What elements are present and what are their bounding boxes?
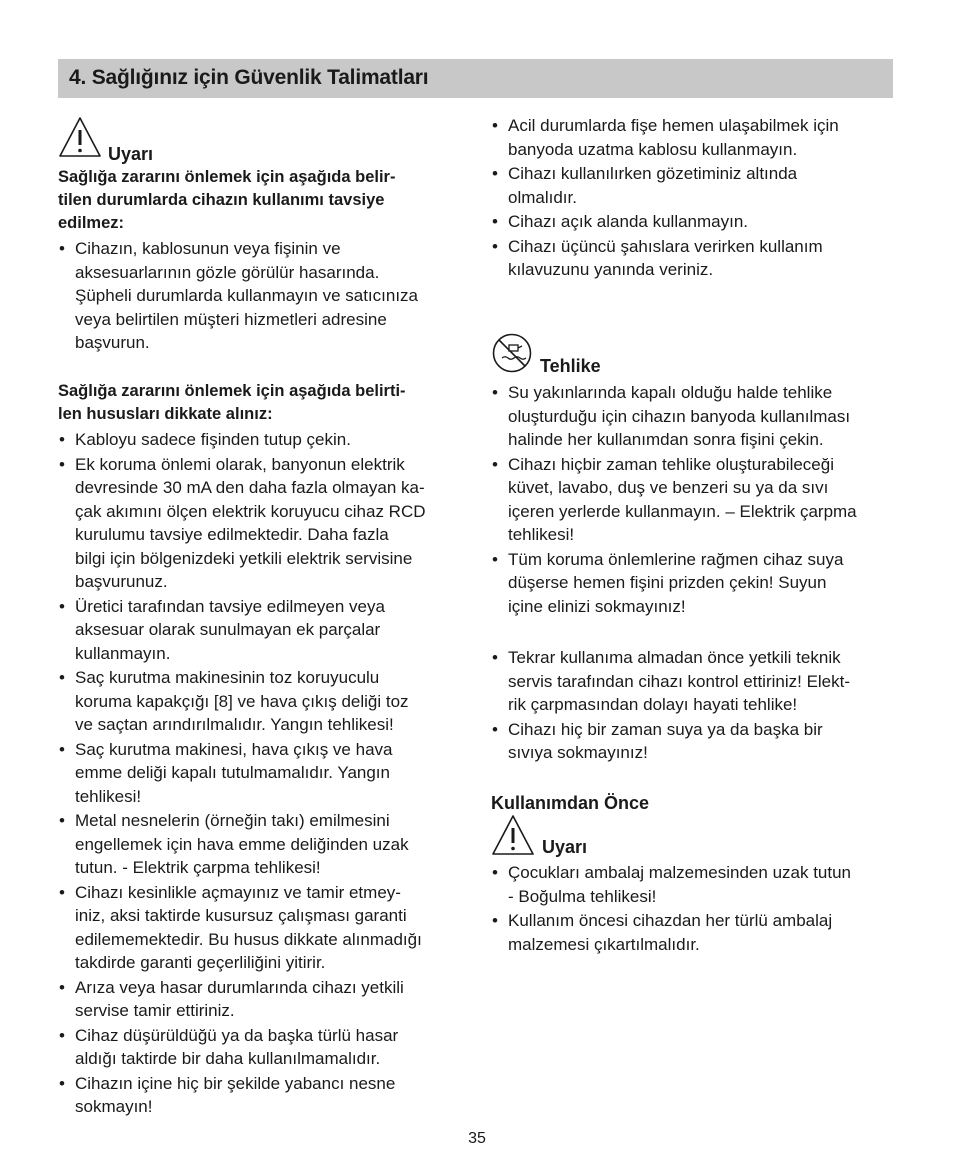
list-item: • Acil durumlarda fişe hemen ulaşabilmek için banyoda uzatma kablosu kullanmayın. — [491, 114, 896, 161]
before-use-title: Kullanımdan Önce — [491, 793, 650, 813]
list-item: • Cihazı kullanılırken gözetiminiz altında olmalıdır. — [491, 162, 896, 209]
before-use-warning-heading — [491, 814, 896, 857]
list-item: • Ek koruma önlemi olarak, banyonun elektrik devresinde 30 mA den daha fazla olmayan ka- çak akımını ölçen elektrik koruyucu cihaz RCD kurulumu tavsiye edilmektedir. Daha fazla bilgi için bölgenizdeki yetkili elektrik servisine başvurunuz. — [58, 453, 468, 594]
no-water-icon — [491, 332, 533, 381]
warning-intro: Sağlığa zararını önlemek için aşağıda belir- tilen durumlarda cihazın kullanımı tavsiye edilmez: — [58, 168, 396, 232]
danger-label: Tehlike — [540, 356, 601, 376]
list-item: • Cihazın, kablosunun veya fişinin ve aksesuarlarının gözle görülür hasarında. Şüpheli durumlarda kullanmayın ve satıcınıza veya belirtilen müşteri hizmetleri adresine başvurun. — [58, 237, 468, 355]
warning-triangle-icon — [58, 116, 102, 165]
list-item: • Cihaz düşürüldüğü ya da başka türlü hasar aldığı taktirde bir daha kullanılmamalıdır. — [58, 1024, 468, 1071]
general-list — [491, 114, 896, 283]
section-title: 4. Sağlığınız için Güvenlik Talimatları — [69, 66, 429, 89]
list-item: • Cihazı hiç bir zaman suya ya da başka bir sıvıya sokmayınız! — [491, 718, 896, 765]
section-header-bar — [58, 59, 893, 98]
page-number: 35 — [468, 1130, 486, 1147]
list-item: • Arıza veya hasar durumlarında cihazı yetkili servise tamir ettiriniz. — [58, 976, 468, 1023]
danger-heading — [491, 332, 896, 376]
danger-block — [491, 332, 896, 376]
before-use-list — [491, 861, 896, 957]
warning-label: Uyarı — [108, 144, 154, 164]
list-item: • Cihazı üçüncü şahıslara verirken kullanım kılavuzunu yanında veriniz. — [491, 235, 896, 282]
danger-list-continued — [491, 646, 896, 766]
list-item: • Üretici tarafından tavsiye edilmeyen veya aksesuar olarak sunulmayan ek parçalar kullanmayın. — [58, 595, 468, 666]
list-item: • Kabloyu sadece fişinden tutup çekin. — [58, 428, 468, 452]
list-item: • Tüm koruma önlemlerine rağmen cihaz suya düşerse hemen fişini prizden çekin! Suyun içine elinizi sokmayınız! — [491, 548, 896, 619]
list-item: • Metal nesnelerin (örneğin takı) emilmesini engellemek için hava emme deliğinden uzak tutun. - Elektrik çarpma tehlikesi! — [58, 809, 468, 880]
list-item: • Saç kurutma makinesinin toz koruyuculu koruma kapakçığı [8] ve hava çıkış deliği toz ve saçtan arındırılmalıdır. Yangın tehlikesi! — [58, 666, 468, 737]
list-item: • Kullanım öncesi cihazdan her türlü ambalaj malzemesi çıkartılmalıdır. — [491, 909, 896, 956]
notes-intro: Sağlığa zararını önlemek için aşağıda belirti- len hususları dikkate alınız: — [58, 382, 406, 423]
list-item: • Tekrar kullanıma almadan önce yetkili teknik servis tarafından cihazı kontrol ettiriniz! Elekt- rik çarpmasından dolayı hayati tehlike! — [491, 646, 896, 717]
list-item: • Cihazı hiçbir zaman tehlike oluşturabileceği küvet, lavabo, duş ve benzeri su ya da sıvı içeren yerlerde kullanmayın. – Elektrik çarpma tehlikesi! — [491, 453, 896, 547]
list-item: • Cihazı kesinlikle açmayınız ve tamir etmey- iniz, aksi taktirde kusursuz çalışması garanti edilememektedir. Bu husus dikkate alınmadığı takdirde garanti geçerliliğini yitirir. — [58, 881, 468, 975]
before-use-warning-label: Uyarı — [542, 837, 588, 857]
list-item: • Saç kurutma makinesi, hava çıkış ve hava emme deliği kapalı tutulmamalıdır. Yangın tehlikesi! — [58, 738, 468, 809]
notes-list — [58, 428, 468, 1120]
warning-block — [58, 116, 468, 164]
list-item: • Çocukları ambalaj malzemesinden uzak tutun - Boğulma tehlikesi! — [491, 861, 896, 908]
warning-triangle-icon — [491, 814, 535, 863]
warning-heading — [58, 116, 468, 164]
list-item: • Cihazın içine hiç bir şekilde yabancı nesne sokmayın! — [58, 1072, 468, 1119]
danger-list — [491, 381, 896, 619]
warning-list — [58, 237, 468, 356]
list-item: • Cihazı açık alanda kullanmayın. — [491, 210, 896, 234]
list-item: • Su yakınlarında kapalı olduğu halde tehlike oluşturduğu için cihazın banyoda kullanılması halinde her kullanımdan sonra fişini çekin. — [491, 381, 896, 452]
before-use-warning-block — [491, 814, 896, 857]
